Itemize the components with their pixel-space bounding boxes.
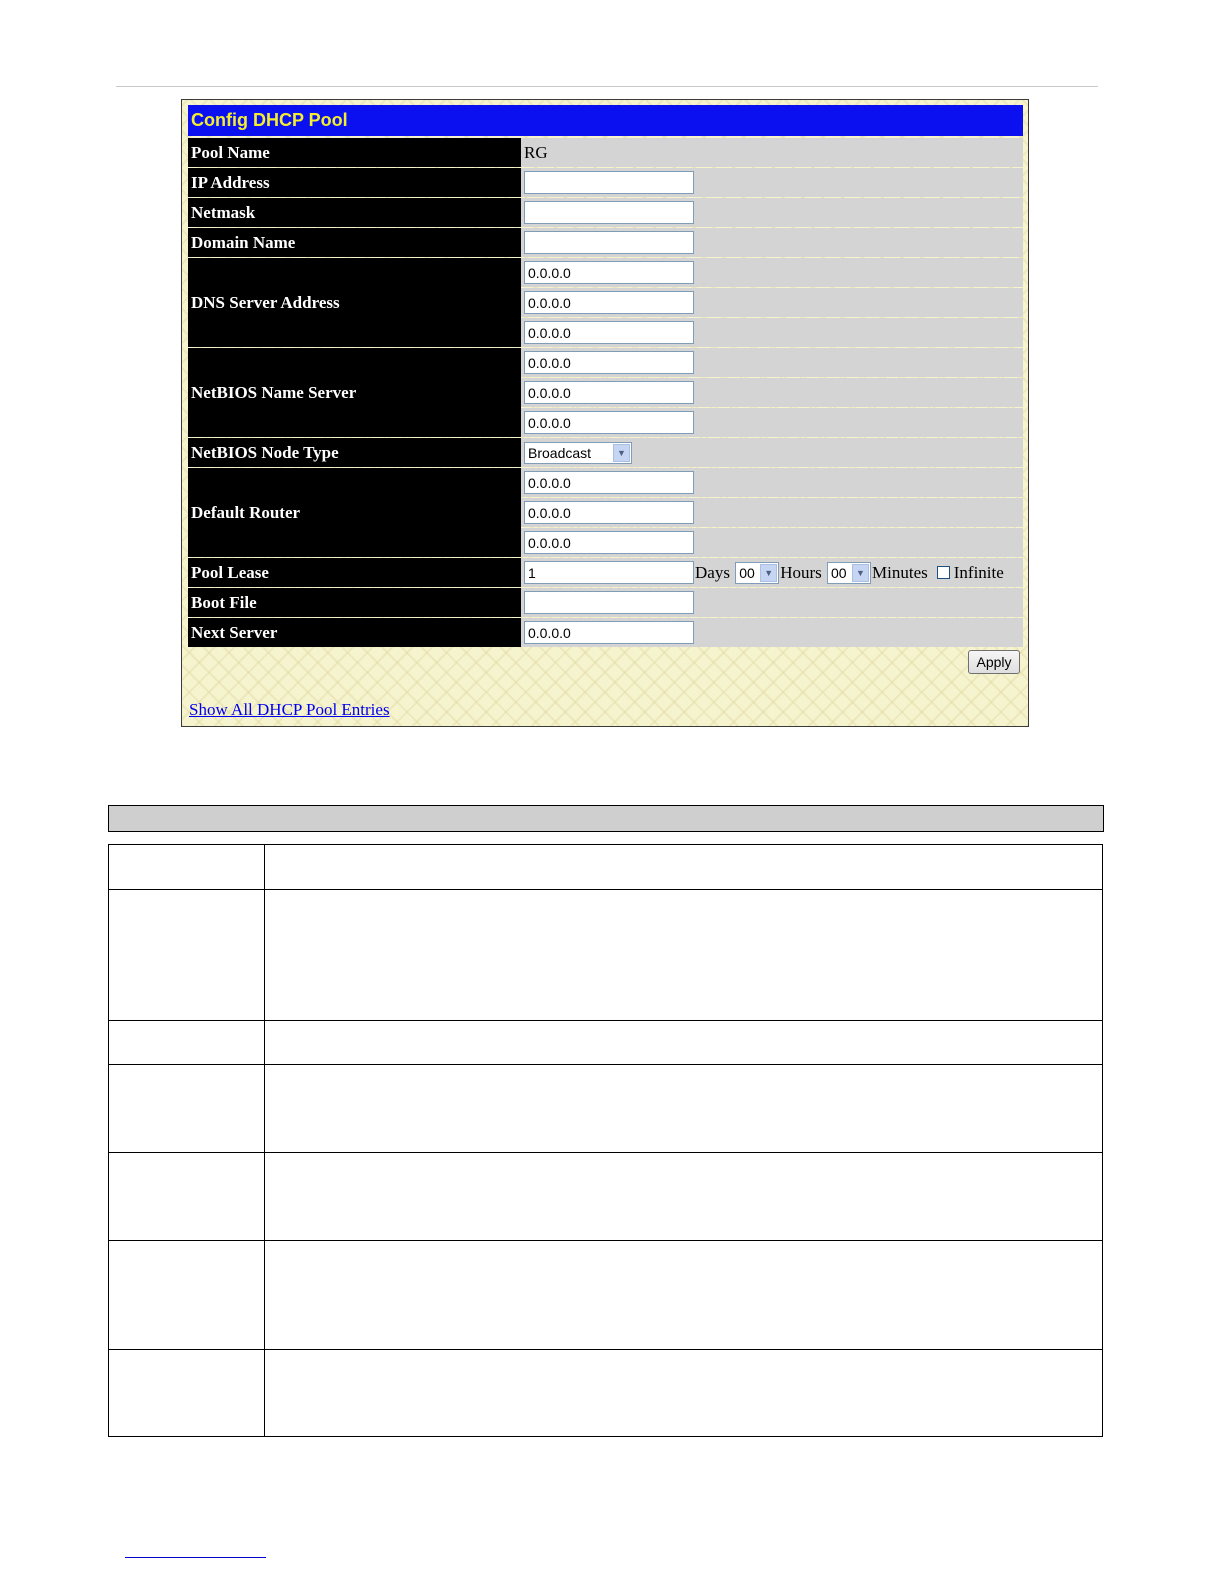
netmask-input[interactable] [524, 201, 694, 224]
dns-server-label: DNS Server Address [188, 258, 521, 347]
desc-text-cell [265, 1153, 1103, 1241]
default-router-label: Default Router [188, 468, 521, 557]
desc-text-cell [265, 890, 1103, 1021]
apply-button[interactable]: Apply [968, 650, 1020, 674]
dns-server-input-3[interactable] [524, 321, 694, 344]
netbios-node-type-selected: Broadcast [528, 444, 592, 461]
header-rule [116, 86, 1098, 87]
description-table [108, 844, 1103, 1437]
dns-server-input-1[interactable] [524, 261, 694, 284]
default-router-input-3[interactable] [524, 531, 694, 554]
desc-text-cell [265, 1241, 1103, 1350]
desc-param-cell [109, 1021, 265, 1065]
lease-minutes-select[interactable] [827, 562, 871, 584]
next-server-label: Next Server [188, 618, 521, 647]
netbios-name-server-input-3[interactable] [524, 411, 694, 434]
desc-param-cell [109, 1153, 265, 1241]
netbios-node-type-label: NetBIOS Node Type [188, 438, 521, 467]
netbios-name-server-label: NetBIOS Name Server [188, 348, 521, 437]
dns-server-input-2[interactable] [524, 291, 694, 314]
infinite-text: Infinite [953, 562, 1004, 582]
config-dhcp-pool-panel [181, 99, 1029, 727]
ip-address-input[interactable] [524, 171, 694, 194]
default-router-input-1[interactable] [524, 471, 694, 494]
desc-param-cell [109, 1350, 265, 1437]
desc-text-cell [265, 1065, 1103, 1153]
infinite-checkbox[interactable] [937, 566, 950, 579]
days-text: Days [695, 562, 730, 582]
ip-address-label: IP Address [188, 168, 521, 197]
desc-param-cell [109, 1065, 265, 1153]
netbios-name-server-input-1[interactable] [524, 351, 694, 374]
netmask-label: Netmask [188, 198, 521, 227]
lease-minutes-selected: 00 [831, 564, 847, 581]
desc-param-cell [109, 845, 265, 890]
domain-name-label: Domain Name [188, 228, 521, 257]
config-form-table [188, 137, 1023, 648]
desc-text-cell [265, 845, 1103, 890]
show-all-dhcp-pool-entries-link[interactable]: Show All DHCP Pool Entries [189, 700, 390, 719]
panel-title: Config DHCP Pool [188, 105, 1023, 136]
desc-param-cell [109, 1241, 265, 1350]
description-table-header [108, 805, 1104, 832]
desc-text-cell [265, 1021, 1103, 1065]
default-router-input-2[interactable] [524, 501, 694, 524]
chevron-down-icon: ▼ [852, 564, 869, 582]
hours-text: Hours [780, 562, 822, 582]
desc-text-cell [265, 1350, 1103, 1437]
chevron-down-icon: ▼ [613, 444, 630, 462]
boot-file-input[interactable] [524, 591, 694, 614]
domain-name-input[interactable] [524, 231, 694, 254]
desc-param-cell [109, 890, 265, 1021]
minutes-text: Minutes [872, 562, 928, 582]
pool-name-value: RG [524, 142, 548, 162]
next-server-input[interactable] [524, 621, 694, 644]
lease-days-input[interactable] [524, 561, 694, 584]
netbios-node-type-select[interactable] [524, 442, 632, 464]
pool-lease-label: Pool Lease [188, 558, 521, 587]
boot-file-label: Boot File [188, 588, 521, 617]
lease-hours-selected: 00 [739, 564, 755, 581]
pool-name-label: Pool Name [188, 138, 521, 167]
netbios-name-server-input-2[interactable] [524, 381, 694, 404]
footer-link-underline [125, 1557, 266, 1558]
lease-hours-select[interactable] [735, 562, 779, 584]
chevron-down-icon: ▼ [760, 564, 777, 582]
